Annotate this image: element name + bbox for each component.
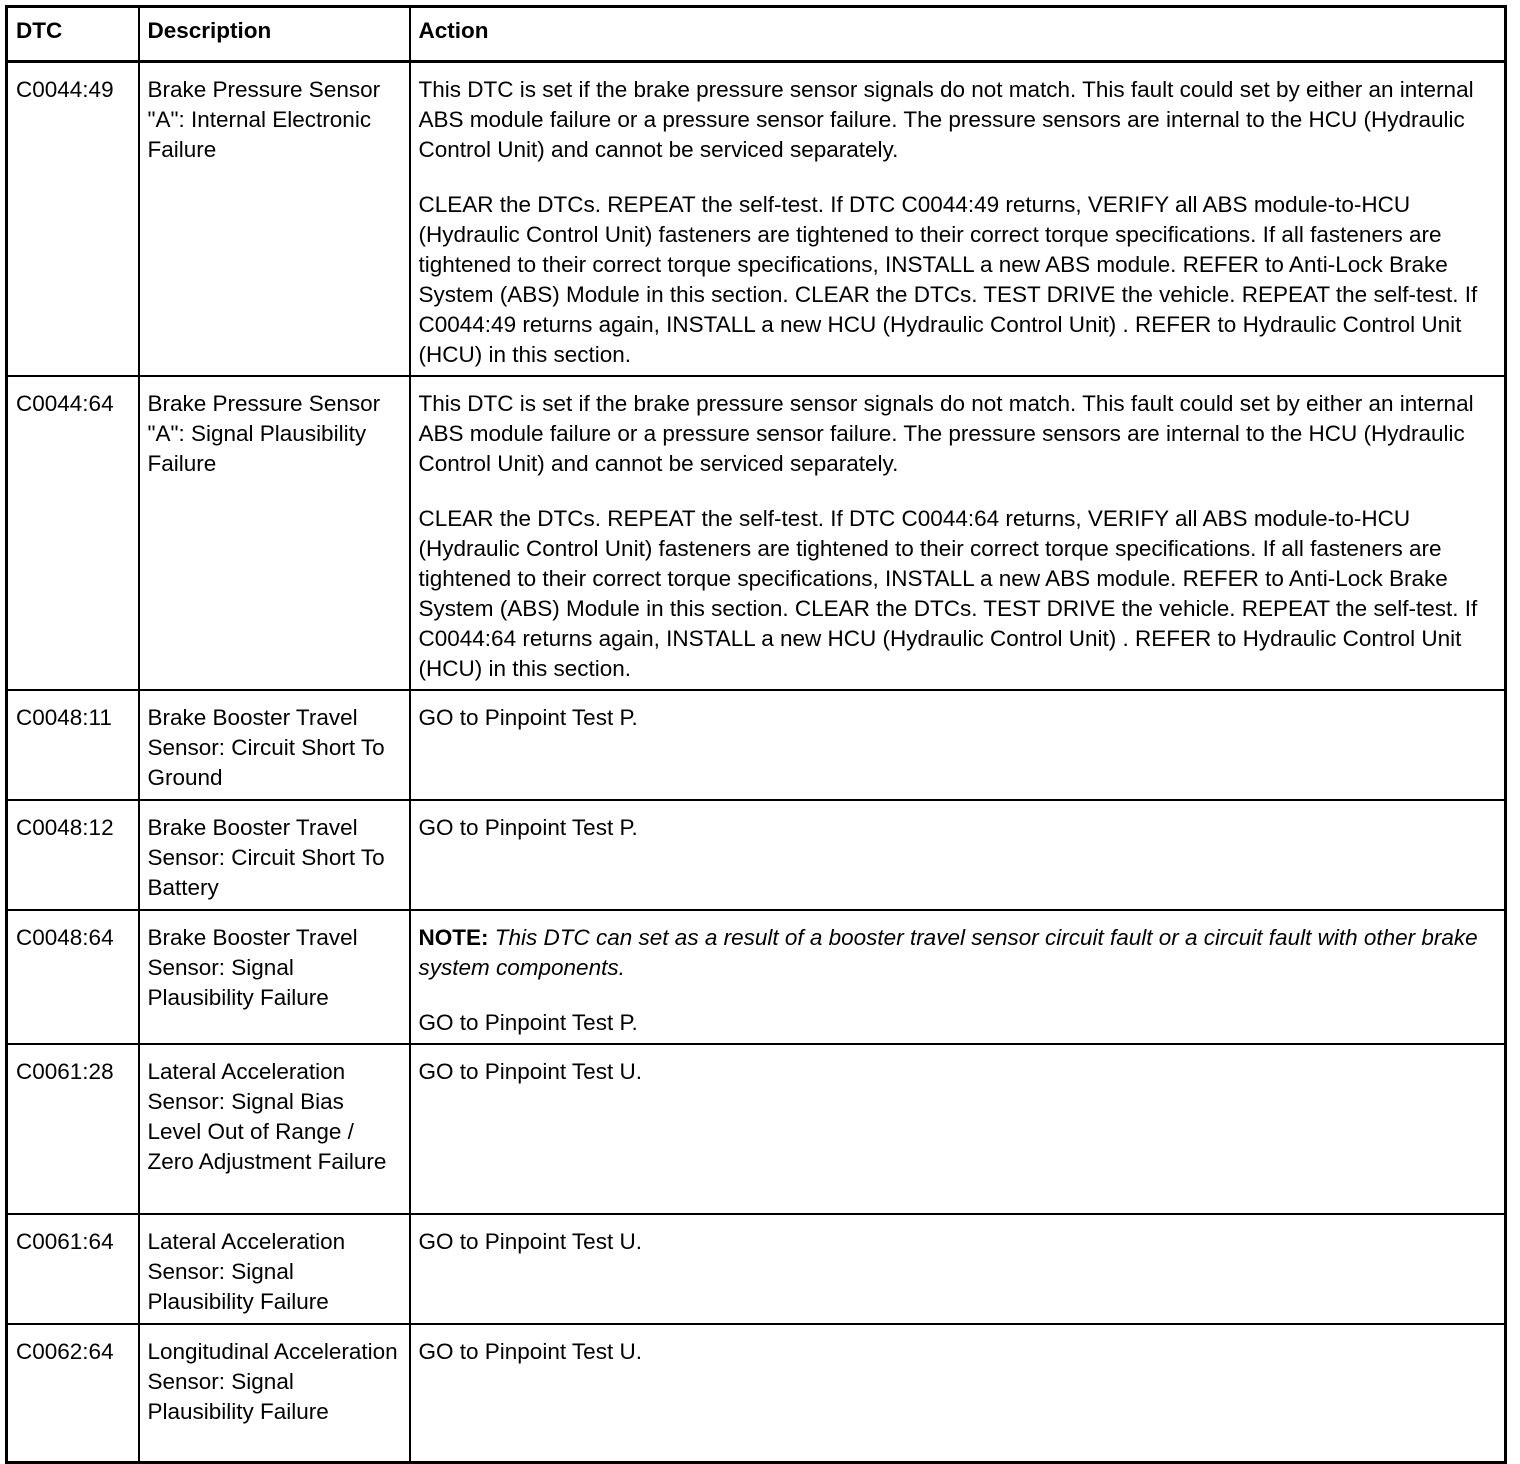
dtc-description: Brake Booster Travel Sensor: Signal Plausibility Failure	[139, 910, 410, 1044]
table-row	[7, 62, 1506, 377]
dtc-description: Brake Pressure Sensor "A": Signal Plausibility Failure	[139, 376, 410, 690]
dtc-code: C0044:49	[7, 62, 139, 377]
table-row	[7, 910, 1506, 1044]
note-text: This DTC can set as a result of a booster travel sensor circuit fault or a circuit fault with other brake system components.	[418, 925, 1478, 980]
table-row	[7, 800, 1506, 910]
dtc-code: C0048:11	[7, 690, 139, 800]
action-paragraph: GO to Pinpoint Test P.	[418, 705, 638, 730]
action-paragraph: GO to Pinpoint Test U.	[418, 1229, 642, 1254]
dtc-description: Brake Booster Travel Sensor: Circuit Short To Ground	[139, 690, 410, 800]
dtc-table	[5, 5, 1507, 1464]
header-action: Action	[410, 7, 1506, 62]
dtc-code: C0061:64	[7, 1214, 139, 1324]
note-paragraph	[419, 923, 1499, 983]
dtc-description: Lateral Acceleration Sensor: Signal Bias Level Out of Range / Zero Adjustment Failure	[139, 1044, 410, 1214]
table-row	[7, 1044, 1506, 1214]
action-paragraph: GO to Pinpoint Test P.	[418, 815, 638, 840]
dtc-code: C0048:12	[7, 800, 139, 910]
dtc-action	[410, 376, 1506, 690]
dtc-action	[410, 1044, 1506, 1214]
dtc-code: C0062:64	[7, 1324, 139, 1463]
note-label: NOTE:	[418, 925, 489, 950]
header-dtc: DTC	[7, 7, 139, 62]
dtc-code: C0048:64	[7, 910, 139, 1044]
action-paragraph: CLEAR the DTCs. REPEAT the self-test. If DTC C0044:64 returns, VERIFY all ABS module-to-HCU (Hydraulic Control Unit) fasteners are tightened to their correct torque specifications. If all fasteners are tightened to their correct torque specifications, INSTALL a new ABS module. REFER to Anti-Lock Brake System (ABS) Module in this section. CLEAR the DTCs. TEST DRIVE the vehicle. REPEAT the self-test. If C0044:64 returns again, INSTALL a new HCU (Hydraulic Control Unit) . REFER to Hydraulic Control Unit (HCU) in this section.	[418, 506, 1478, 681]
header-row	[7, 7, 1506, 62]
action-paragraph: This DTC is set if the brake pressure sensor signals do not match. This fault could set by either an internal ABS module failure or a pressure sensor failure. The pressure sensors are internal to the HCU (Hydraulic Control Unit) and cannot be serviced separately.	[418, 391, 1474, 476]
action-paragraph: CLEAR the DTCs. REPEAT the self-test. If DTC C0044:49 returns, VERIFY all ABS module-to-HCU (Hydraulic Control Unit) fasteners are tightened to their correct torque specifications. If all fasteners are tightened to their correct torque specifications, INSTALL a new ABS module. REFER to Anti-Lock Brake System (ABS) Module in this section. CLEAR the DTCs. TEST DRIVE the vehicle. REPEAT the self-test. If C0044:49 returns again, INSTALL a new HCU (Hydraulic Control Unit) . REFER to Hydraulic Control Unit (HCU) in this section.	[418, 192, 1478, 367]
dtc-code: C0061:28	[7, 1044, 139, 1214]
dtc-code: C0044:64	[7, 376, 139, 690]
dtc-description: Longitudinal Acceleration Sensor: Signal Plausibility Failure	[139, 1324, 410, 1463]
dtc-description: Brake Pressure Sensor "A": Internal Electronic Failure	[139, 62, 410, 377]
table-row	[7, 1324, 1506, 1463]
header-description: Description	[139, 7, 410, 62]
table-row	[7, 1214, 1506, 1324]
action-paragraph: This DTC is set if the brake pressure sensor signals do not match. This fault could set by either an internal ABS module failure or a pressure sensor failure. The pressure sensors are internal to the HCU (Hydraulic Control Unit) and cannot be serviced separately.	[418, 77, 1474, 162]
action-paragraph: GO to Pinpoint Test P.	[418, 1010, 638, 1035]
dtc-action	[410, 1324, 1506, 1463]
action-paragraph: GO to Pinpoint Test U.	[418, 1059, 642, 1084]
action-paragraph: GO to Pinpoint Test U.	[418, 1339, 642, 1364]
dtc-description: Brake Booster Travel Sensor: Circuit Short To Battery	[139, 800, 410, 910]
table-row	[7, 690, 1506, 800]
table-row	[7, 376, 1506, 690]
dtc-action	[410, 690, 1506, 800]
dtc-action	[410, 62, 1506, 377]
dtc-description: Lateral Acceleration Sensor: Signal Plausibility Failure	[139, 1214, 410, 1324]
dtc-action	[410, 910, 1506, 1044]
dtc-action	[410, 800, 1506, 910]
dtc-action	[410, 1214, 1506, 1324]
